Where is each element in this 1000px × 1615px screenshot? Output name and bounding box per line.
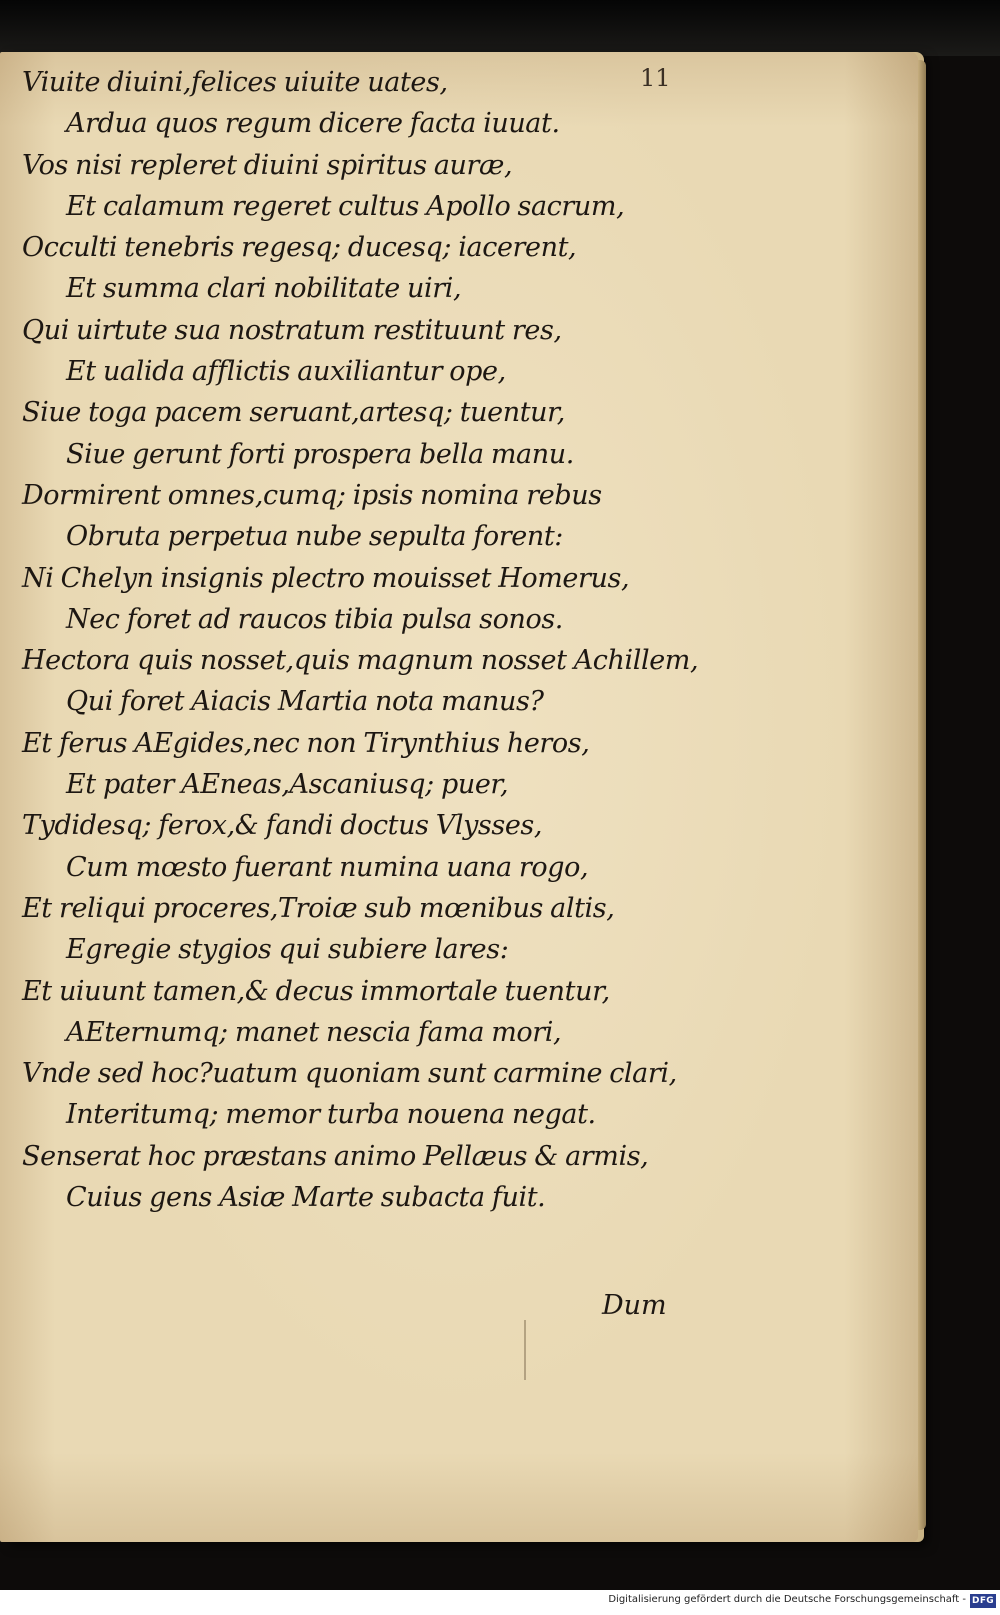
verse-line: Dormirent omnes,cumq; ipsis nomina rebus [22,479,602,511]
verse-line: Egregie stygios qui subiere lares: [66,934,509,966]
verse-line: AEternumq; manet nescia fama mori, [66,1016,562,1048]
verse-line: Interitumq; memor turba nouena negat. [66,1099,596,1131]
verse-line: Ardua quos regum dicere facta iuuat. [66,108,560,140]
poem-text [22,62,722,1218]
verse-line: Et ualida afflictis auxiliantur ope, [66,356,506,388]
verse-line: Vnde sed hoc?uatum quoniam sunt carmine clari, [22,1058,677,1090]
verse-line: Viuite diuini,felices uiuite uates, [22,67,448,98]
verse-line: Cum mœsto fuerant numina uana rogo, [66,851,589,883]
paper-crease [524,1320,526,1380]
verse-line: Siue toga pacem seruant,artesq; tuentur, [22,397,565,429]
digitization-footer [0,1590,1000,1615]
verse-line: Senserat hoc præstans animo Pellæus & armis, [22,1140,649,1172]
verse-line: Et summa clari nobilitate uiri, [66,273,462,305]
book-spine-shadow [0,0,1000,56]
verse-line: Et uiuunt tamen,& decus immortale tuentur, [22,975,610,1007]
verse-line: Et calamum regeret cultus Apollo sacrum, [66,190,625,222]
verse-line: Tydidesq; ferox,& fandi doctus Vlysses, [22,810,543,842]
dfg-logo-icon: DFG [970,1594,996,1608]
verse-line: Hectora quis nosset,quis magnum nosset Achillem, [22,645,699,677]
verse-line: Vos nisi repleret diuini spiritus auræ, [22,149,513,181]
page-edge [918,60,926,1530]
catchword: Dum [602,1290,667,1321]
funding-credit: Digitalisierung gefördert durch die Deutsche Forschungsgemeinschaft - [608,1594,966,1605]
verse-line: Et pater AEneas,Ascaniusq; puer, [66,769,509,801]
folio-mark: 11 [640,64,671,92]
verse-line: Qui foret Aiacis Martia nota manus? [66,686,544,718]
verse-line: Ni Chelyn insignis plectro mouisset Homerus, [22,562,630,594]
verse-line: Et ferus AEgides,nec non Tirynthius heros, [22,727,590,759]
verse-line: Occulti tenebris regesq; ducesq; iacerent, [22,232,577,264]
verse-line: Et reliqui proceres,Troiæ sub mœnibus altis, [22,892,615,924]
verse-line: Nec foret ad raucos tibia pulsa sonos. [66,603,563,635]
verse-line: Siue gerunt forti prospera bella manu. [66,438,574,470]
verse-line: Qui uirtute sua nostratum restituunt res, [22,314,562,346]
verse-line: Cuius gens Asiæ Marte subacta fuit. [66,1182,546,1214]
verse-line: Obruta perpetua nube sepulta forent: [66,521,563,553]
